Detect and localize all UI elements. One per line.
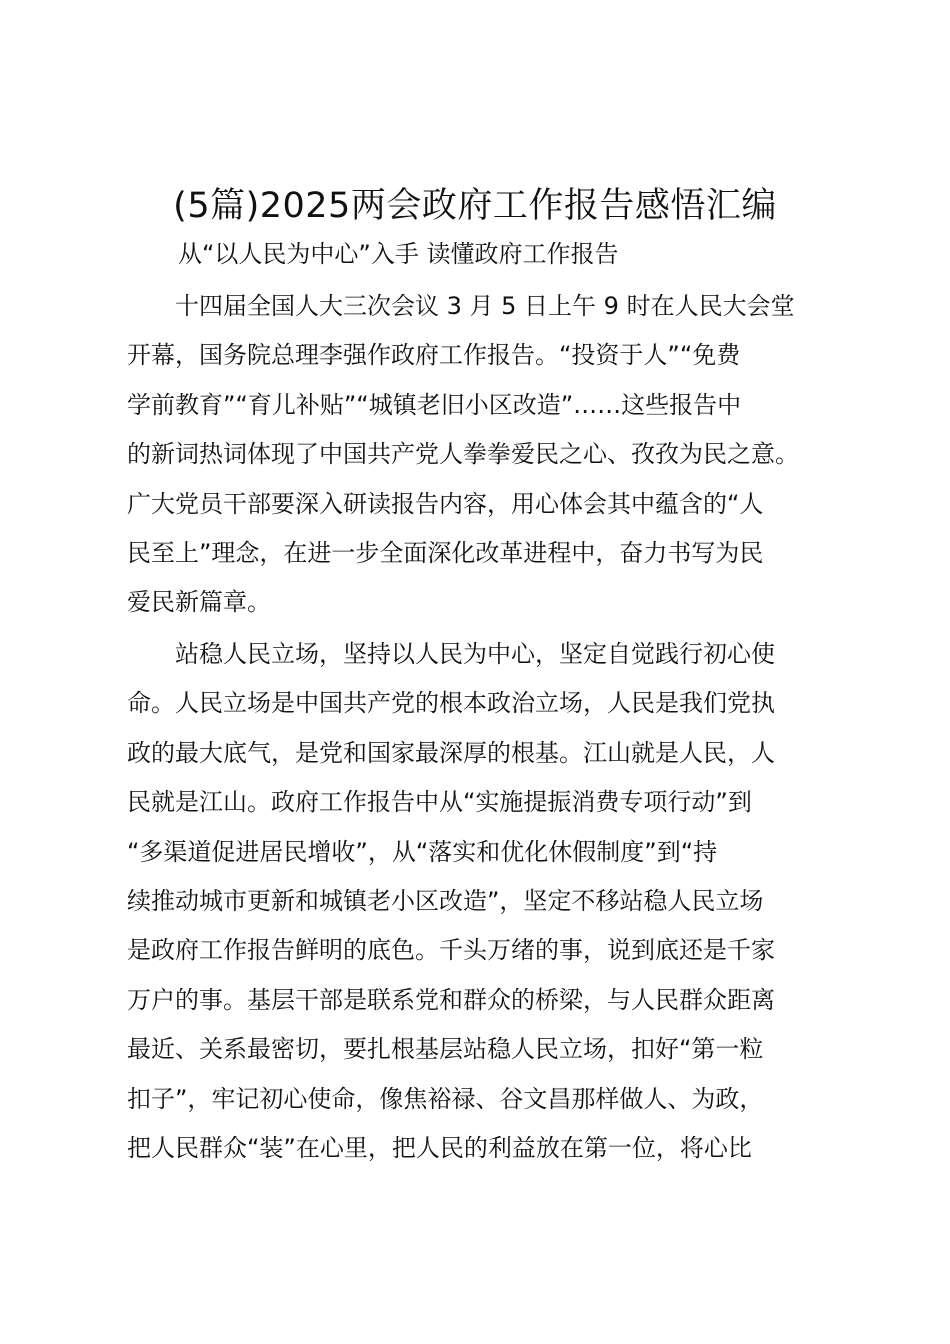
paragraph-line: 广大党员干部要深入研读报告内容，用心体会其中蕴含的“人 bbox=[127, 489, 764, 518]
paragraph-line: 把人民群众“装”在心里，把人民的利益放在第一位，将心比 bbox=[127, 1134, 752, 1163]
paragraph-line: 最近、关系最密切，要扎根基层站稳人民立场，扣好“第一粒 bbox=[127, 1035, 764, 1064]
paragraph-line: 扣子”，牢记初心使命，像焦裕禄、谷文昌那样做人、为政， bbox=[127, 1084, 764, 1113]
paragraph-2 bbox=[127, 630, 839, 1173]
paragraph-line: 民就是江山。政府工作报告中从“实施提振消费专项行动”到 bbox=[127, 788, 752, 817]
paragraph-line: 是政府工作报告鲜明的底色。千头万绪的事，说到底还是千家 bbox=[127, 936, 775, 965]
paragraph-line: 开幕，国务院总理李强作政府工作报告。“投资于人”“免费 bbox=[127, 341, 741, 370]
paragraph-line: 的新词热词体现了中国共产党人拳拳爱民之心、孜孜为民之意。 bbox=[127, 440, 799, 469]
paragraph-line: 命。人民立场是中国共产党的根本政治立场，人民是我们党执 bbox=[127, 689, 775, 718]
document-subtitle: 从“以人民为中心”入手 读懂政府工作报告 bbox=[178, 240, 619, 268]
paragraph-line: 十四届全国人大三次会议 3 月 5 日上午 9 时在人民大会堂 bbox=[175, 292, 795, 320]
paragraph-line: 万户的事。基层干部是联系党和群众的桥梁，与人民群众距离 bbox=[127, 985, 775, 1014]
paragraph-line: “多渠道促进居民增收”，从“落实和优化休假制度”到“持 bbox=[127, 837, 718, 866]
paragraph-1 bbox=[127, 282, 839, 628]
paragraph-line: 爱民新篇章。 bbox=[127, 588, 271, 617]
paragraph-line: 民至上”理念，在进一步全面深化改革进程中，奋力书写为民 bbox=[127, 539, 764, 568]
paragraph-line: 学前教育”“育儿补贴”“城镇老旧小区改造”……这些报告中 bbox=[127, 390, 742, 419]
paragraph-line: 政的最大底气，是党和国家最深厚的根基。江山就是人民，人 bbox=[127, 738, 775, 767]
document-title: (5篇)2025两会政府工作报告感悟汇编 bbox=[173, 186, 777, 226]
paragraph-line: 续推动城市更新和城镇老小区改造”，坚定不移站稳人民立场 bbox=[127, 887, 764, 916]
paragraph-line: 站稳人民立场，坚持以人民为中心，坚定自觉践行初心使 bbox=[175, 640, 775, 668]
